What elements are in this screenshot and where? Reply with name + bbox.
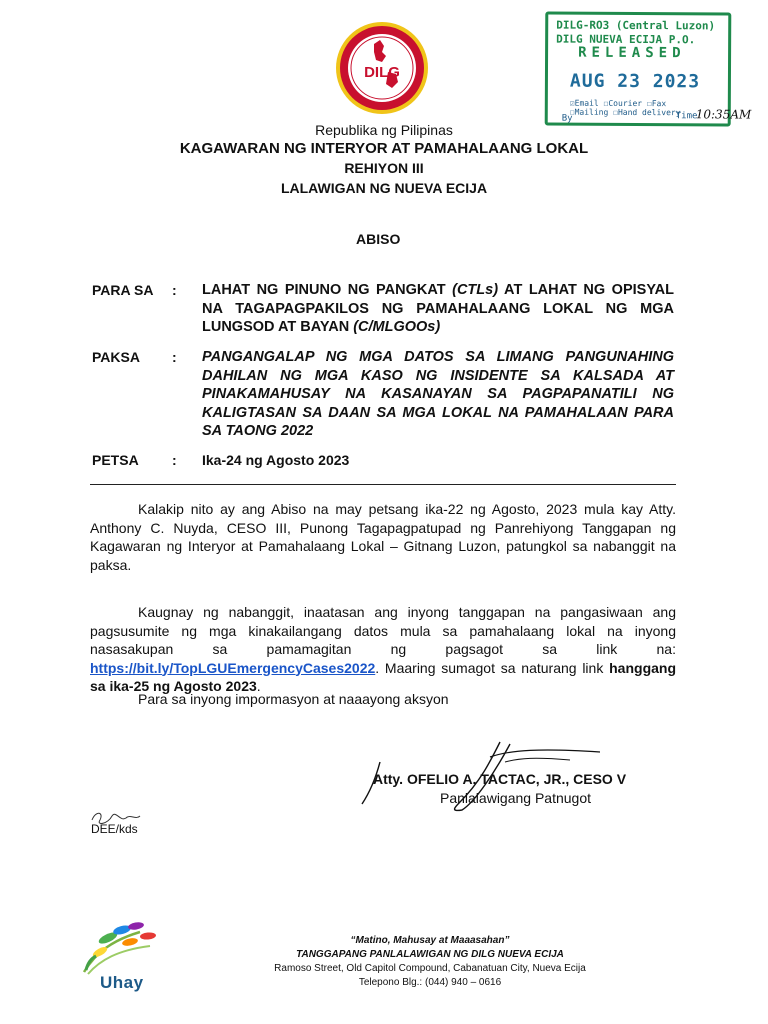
para-sa-label: PARA SA <box>92 282 154 298</box>
svg-text:DILG: DILG <box>364 64 400 81</box>
uhay-logo-text: Uhay <box>100 973 144 992</box>
signatory-name: Atty. OFELIO A. TACTAC, JR., CESO V <box>373 771 627 787</box>
paksa-colon: : <box>172 349 177 365</box>
stamp-by-label: By <box>561 113 573 124</box>
stamp-date: AUG 23 2023 <box>569 70 701 93</box>
petsa-value: Ika-24 ng Agosto 2023 <box>202 452 350 468</box>
stamp-time-label: Time <box>675 111 698 122</box>
province-heading: LALAWIGAN NG NUEVA ECIJA <box>280 180 488 196</box>
footer-motto: “Matino, Mahusay at Maaasahan” <box>350 935 510 946</box>
para-sa-colon: : <box>172 282 177 298</box>
paksa-value: PANGANGALAP NG MGA DATOS SA LIMANG PANGUNAHING DAHILAN NG MGA KASO NG INSIDENTE SA KALSADA AT PINAKAMAHUSAY NA KASANAYAN SA PAGPAPANATILI NG KALIGTASAN SA DAAN SA MGA LOKAL NA PAMAHALAAN PARA SA TAONG 2022 <box>202 349 674 439</box>
body-paragraph-3: Para sa inyong impormasyon at naaayong aksyon <box>138 691 449 707</box>
petsa-colon: : <box>172 452 177 468</box>
region-heading: REHIYON III <box>344 160 424 176</box>
document-title: ABISO <box>356 231 401 247</box>
survey-link[interactable]: https://bit.ly/TopLGUEmergencyCases2022 <box>90 659 376 676</box>
footer-address: Ramoso Street, Old Capitol Compound, Cabanatuan City, Nueva Ecija <box>274 963 586 974</box>
paksa-label: PAKSA <box>92 349 140 365</box>
petsa-label: PETSA <box>92 452 139 468</box>
stamp-office: DILG-RO3 (Central Luzon) <box>556 18 716 33</box>
stamp-suboffice: DILG NUEVA ECIJA P.O. <box>556 32 696 47</box>
republic-heading: Republika ng Pilipinas <box>315 122 453 138</box>
divider-line <box>90 484 676 485</box>
stamp-time-value: 10:35AM <box>695 107 752 122</box>
body-paragraph-1: Kalakip nito ay ang Abiso na may petsang ika-22 ng Agosto, 2023 mula kay Atty. Anthony C. Nuyda, CESO III, Punong Tagapagpatupad ng Panrehiyong Tanggapan ng Kagawaran ng Interyor at Pamahalaang Lokal – Gitnang Luzon, patungkol sa nabanggit na paksa. <box>90 501 676 573</box>
agency-heading: KAGAWARAN NG INTERYOR AT PAMAHALAANG LOKAL <box>179 140 589 157</box>
stamp-status: RELEASED <box>578 44 686 62</box>
para-sa-value: LAHAT NG PINUNO NG PANGKAT (CTLs) AT LAHAT NG OPISYAL NA TAGAPAGPAKILOS NG PAMAHALAANG LOKAL NG MGA LUNGSOD AT BAYAN (C/MLGOOs) <box>202 282 674 335</box>
body-paragraph-2: Kaugnay ng nabanggit, inaatasan ang inyong tanggapan na pangasiwaan ang pagsusumite ng mga kinakailangang datos mula sa pamahalaang lokal na inyong nasasakupan sa pamamagitan ng pagsagot sa link na: https://bit.ly/TopLGUEmergencyCases2022. Maaring sumagot sa naturang link hanggang sa ika-25 ng Agosto 2023. <box>90 604 677 694</box>
signatory-title: Panlalawigang Patnugot <box>440 790 592 806</box>
deadline-text: hanggang sa ika-25 ng Agosto 2023 <box>90 659 677 694</box>
footer-office: TANGGAPANG PANLALAWIGAN NG DILG NUEVA ECIJA <box>296 949 564 960</box>
footer-phone: Telepono Blg.: (044) 940 – 0616 <box>358 977 502 988</box>
stamp-options: ☑Email ☐Courier ☐Fax ☐Mailing ☐Hand delivery <box>569 98 681 118</box>
released-stamp <box>545 12 752 127</box>
reference-initials: DEE/kds <box>91 822 138 836</box>
dilg-seal-logo <box>334 20 430 116</box>
